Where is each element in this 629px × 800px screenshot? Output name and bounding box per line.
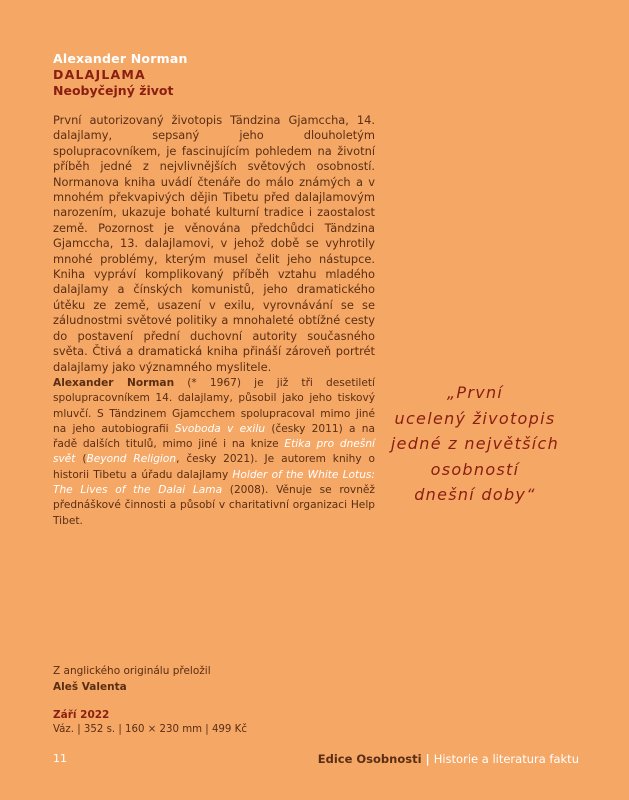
translation-note: Z anglického originálu přeložil	[53, 665, 211, 677]
quote-line: osobností	[430, 459, 520, 479]
footer-separator: |	[425, 752, 430, 766]
bio-book-title: Etika pro dnešní svět	[53, 438, 375, 466]
quote-line: ucelený životopis	[394, 408, 556, 428]
book-title: DALAJLAMA	[53, 67, 146, 82]
edition-footer	[318, 752, 579, 766]
bio-book-title: Svoboda v exilu	[174, 422, 266, 435]
quote-line: „První	[446, 383, 504, 402]
book-author: Alexander Norman	[53, 51, 188, 66]
book-description: První autorizovaný životopis Tändzina Gjamccha, 14. dalajlamy, sepsaný jeho dlouholetým spolupracovníkem, je fascinujícím pohledem na životní příběh jedné z nejvlivnějších světových osobností. Normanova kniha uvádí čtenáře do málo známých a v mnohém překvapivých dějin Tibetu před dalajlamovým narozením, ukazuje bohaté kulturní tradice i zaostalost země. Pozornost je věnována předchůdci Tändzina Gjamccha, 13. dalajlamovi, v jehož době se vyhrotily mnohé problémy, kterým musel čelit jeho nástupce. Kniha vypráví komplikovaný příběh vztahu mladého dalajlamy a čínských komunistů, jeho dramatického útěku ze země, usazení v exilu, vyrovnávání se se záludnostmi světové politiky a mnohaleté obtížné cesty do postavení přední duchovní autority současného světa. Čtivá a dramatická kniha přináší zároveň portrét dalajlamy jako významného myslitele.	[53, 113, 375, 374]
bio-book-title: Beyond Religion	[86, 453, 177, 466]
book-subtitle: Neobyčejný život	[53, 83, 174, 98]
quote-line: jedné z největších	[390, 434, 560, 454]
bio-text: (* 1967) je již tři desetiletí spolupracovníkem 14. dalajlamy, působil jako jeho tiskový mluvčí. S Tändzinem Gjamcchem spolupracoval mimo jiné na jeho autobiografii	[53, 377, 375, 435]
translator-name: Aleš Valenta	[53, 681, 127, 693]
pull-quote	[360, 380, 590, 508]
release-date: Září 2022	[53, 709, 110, 721]
bio-author-name: Alexander Norman	[53, 377, 175, 389]
book-specs: Váz. | 352 s. | 160 × 230 mm | 499 Kč	[53, 724, 247, 735]
genre-name: Historie a literatura faktu	[433, 752, 579, 766]
bio-text: (2008). Věnuje se rovněž přednáškové činnosti a působí v charitativní organizaci Help Tibet.	[53, 484, 375, 527]
series-name: Edice Osobnosti	[317, 752, 422, 766]
bio-book-title: Holder of the White Lotus: The Lives of the Dalai Lama	[53, 468, 375, 497]
quote-line: dnešní doby“	[414, 485, 536, 505]
page-number: 11	[53, 752, 67, 765]
bio-text: (	[75, 453, 87, 466]
author-bio	[53, 376, 375, 529]
bio-text: (česky 2011) a na řadě dalších titulů, mimo jiné i na knize	[53, 422, 375, 451]
bio-text: , česky 2021). Je autorem knihy o historii Tibetu a úřadu dalajlamy	[53, 453, 375, 481]
